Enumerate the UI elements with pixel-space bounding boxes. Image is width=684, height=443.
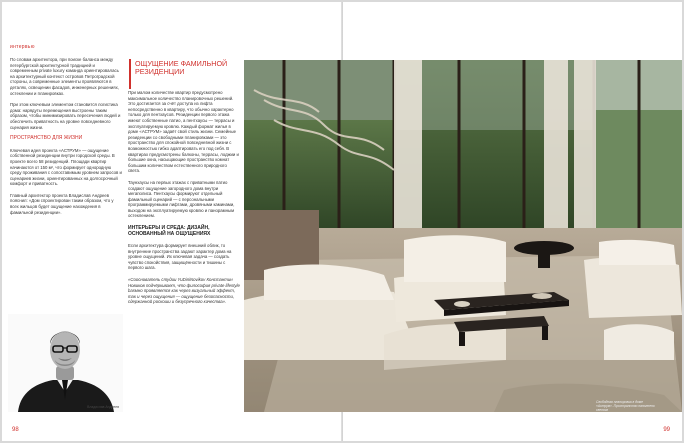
- portrait-photo: [8, 314, 123, 412]
- accent-rule: [129, 59, 131, 89]
- interior-photo: [244, 60, 682, 412]
- section-heading: ИНТЕРЬЕРЫ И СРЕДА: ДИЗАЙН, ОСНОВАННЫЙ НА ОЩУЩЕНИЯХ: [128, 225, 211, 238]
- paragraph: Если архитектура формирует внешний облик, то внутренние пространства задают характер дома на уровне ощущений. Их ключевая задача — создать чувство спокойствия, защищённости и тишины с первого шага.: [128, 243, 232, 271]
- magazine-spread: [2, 2, 682, 441]
- paragraph: Ключевая идея проекта «АСТРУМ» — ощущение собственной резиденции внутри городской среды. В проекте всего 58 резиденций. Площади квартир начинаются от 150 м², что формирует однородную среду проживания с сопоставимым уровнем запросов и сценариев жизни, ориентированных на долгосрочный комфорт и приватность.: [10, 147, 122, 187]
- page-number-right: 99: [663, 427, 670, 433]
- text-column-1: [10, 57, 122, 221]
- paragraph: При малом количестве квартир предусмотрено максимальное количество планировочных решений. Это достигается за счёт доступа из лифта непосредственно в квартиру, что обычно характерно только для пентхаусов. Резиденции первого этажа имеют собственные патио, а пентхаусы — террасы и эксплуатируемую кровлю. Каждый формат жилья в доме «АСТРУМ» задаёт свой стиль жизни. Семейные резиденции со свободными планировками — это пространство для спокойной повседневной жизни с возможностью гибко адаптировать его под себя. В квартирах предусмотрены балконы, террасы, лоджии и большие окна, насыщающие пространство комнат большим количеством естественного природного света.: [128, 90, 239, 174]
- portrait-illustration: [8, 314, 123, 412]
- paragraph: По словам архитектора, при поиске баланса между петербургской архитектурной традицией и современным private luxury команда ориентировалась на архитектурный контекст островов Петроградской стороны, а современные элементы проявляются в деталях, освещении фасадов, инженерных решениях, остеклении и планировках.: [10, 57, 119, 96]
- paragraph: Таунхаусы на первых этажах с приватными патио создают ощущение загородного дома внутри мегаполиса. Пентхаусы формируют отдельный фамильный сценарий — с персональными программируемыми лифтами, дровяными каминами, выходом на эксплуатируемую кровлю и панорамным остеклением.: [128, 179, 235, 219]
- paragraph: Главный архитектор проекта Владислав Андреев пояснил: «Дом спроектирован таким образом, что у всех жильцов будет ощущение нахождения в фамильной резиденции».: [10, 192, 114, 215]
- text-column-2: [128, 90, 240, 311]
- living-room-illustration: [244, 60, 682, 412]
- section-tag: интервью: [10, 44, 35, 50]
- section-heading: ПРОСТРАНСТВО ДЛЯ ЖИЗНИ: [10, 135, 83, 142]
- paragraph: При этом ключевым элементом становится логистика дома: нарядуты перемещения выстроены таким образом, чтобы минимизировать пересечения людей и обеспечить приватность на уровне повседневного сценария жизни.: [10, 102, 121, 130]
- page-number-left: 98: [12, 427, 19, 433]
- photo-caption: Свободная планировка в доме «Аструм». Пространство наполнено светом: [596, 400, 655, 412]
- portrait-caption: Владислав Андреев: [87, 405, 119, 409]
- pull-quote: «Сооснователь студии YuDiniNovikov Константин Новиков подчёркивает, что философия private lifestyle basмно проявляется как через визуальный эффект, так и через ощущения — ощущение безопасности, сдержанной роскоши и безупречного качества».: [128, 277, 240, 305]
- subheading: ОЩУЩЕНИЕ ФАМИЛЬНОЙ РЕЗИДЕНЦИИ: [135, 59, 228, 77]
